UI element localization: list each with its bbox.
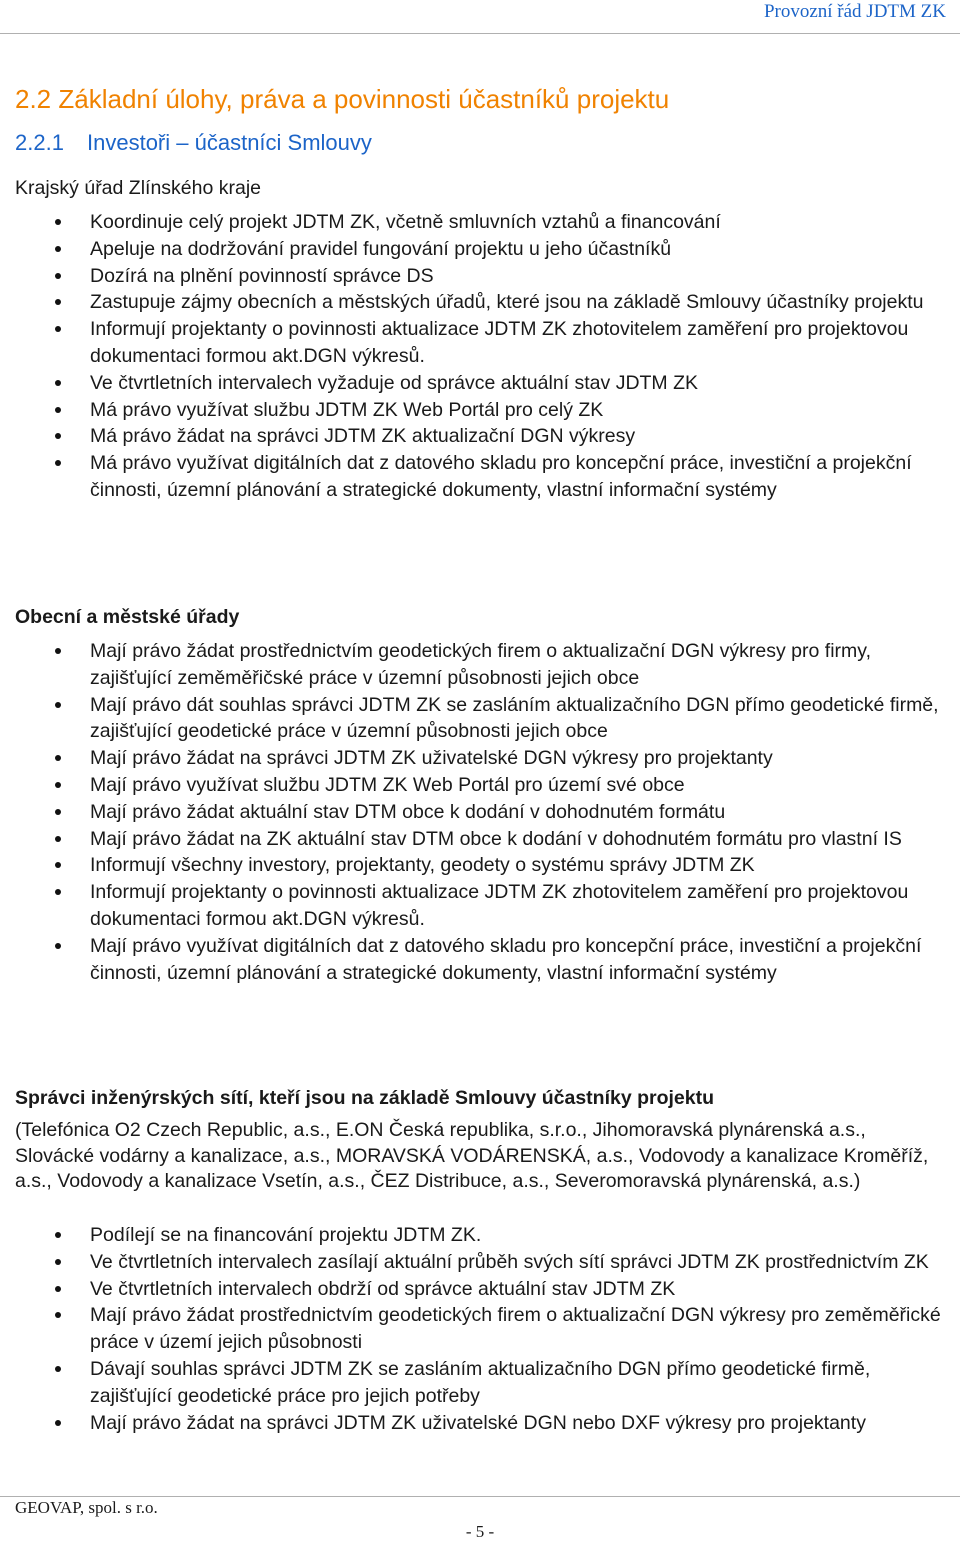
list-item: Zastupuje zájmy obecních a městských úřadů, které jsou na základě Smlouvy účastníky projektu: [0, 289, 945, 316]
section1-list: [0, 209, 945, 504]
list-item: Mají právo žádat prostřednictvím geodetických firem o aktualizační DGN výkresy pro zeměměřické práce v území jejich působnosti: [0, 1302, 945, 1356]
list-item: Ve čtvrtletních intervalech zasílají aktuální průběh svých sítí správci JDTM ZK prostřednictvím ZK: [0, 1249, 945, 1276]
footer-company: GEOVAP, spol. s r.o.: [15, 1498, 158, 1517]
header-rule: [0, 33, 960, 34]
list-item: Mají právo využívat službu JDTM ZK Web Portál pro území své obce: [0, 772, 945, 799]
list-item: Podílejí se na financování projektu JDTM ZK.: [0, 1222, 945, 1249]
list-item: Ve čtvrtletních intervalech vyžaduje od správce aktuální stav JDTM ZK: [0, 370, 945, 397]
subsection-number: 2.2.1: [15, 130, 64, 155]
list-item: Mají právo žádat prostřednictvím geodetických firem o aktualizační DGN výkresy pro firmy, zajišťující zeměměřičské práce v územní působnosti jejich obce: [0, 638, 945, 692]
list-item: Apeluje na dodržování pravidel fungování projektu u jeho účastníků: [0, 236, 945, 263]
list-item: Informují všechny investory, projektanty, geodety o systému správy JDTM ZK: [0, 852, 945, 879]
list-item: Ve čtvrtletních intervalech obdrží od správce aktuální stav JDTM ZK: [0, 1276, 945, 1303]
section3-title: Správci inženýrských sítí, kteří jsou na základě Smlouvy účastníky projektu: [15, 1087, 715, 1109]
list-item: Mají právo žádat na správci JDTM ZK uživatelské DGN výkresy pro projektanty: [0, 745, 945, 772]
section3-list: [0, 1222, 945, 1436]
subsection-title: Investoři – účastníci Smlouvy: [87, 130, 372, 155]
list-item: Mají právo žádat na správci JDTM ZK uživatelské DGN nebo DXF výkresy pro projektanty: [0, 1410, 945, 1437]
list-item: Dávají souhlas správci JDTM ZK se zasláním aktualizačního DGN přímo geodetické firmě, zajišťující geodetické práce pro jejich potřeby: [0, 1356, 945, 1410]
list-item: Mají právo dát souhlas správci JDTM ZK se zasláním aktualizačního DGN přímo geodetické firmě, zajišťující geodetické práce v územní působnosti jejich obce: [0, 692, 945, 746]
list-item: Mají právo žádat aktuální stav DTM obce k dodání v dohodnutém formátu: [0, 799, 945, 826]
list-item: Informují projektanty o povinnosti aktualizace JDTM ZK zhotovitelem zaměření pro projektovou dokumentaci formou akt.DGN výkresů.: [0, 316, 945, 370]
running-header: Provozní řád JDTM ZK: [763, 1, 946, 22]
list-item: Má právo žádat na správci JDTM ZK aktualizační DGN výkresy: [0, 423, 945, 450]
section1-title: Krajský úřad Zlínského kraje: [15, 177, 262, 199]
list-item: Má právo využívat službu JDTM ZK Web Portál pro celý ZK: [0, 397, 945, 424]
section-heading: 2.2 Základní úlohy, práva a povinnosti účastníků projektu: [15, 84, 670, 114]
list-item: Koordinuje celý projekt JDTM ZK, včetně smluvních vztahů a financování: [0, 209, 945, 236]
page-number: - 5 -: [465, 1522, 495, 1541]
list-item: Má právo využívat digitálních dat z datového skladu pro koncepční práce, investiční a projekční činnosti, územní plánování a strategické dokumenty, vlastní informační systémy: [0, 450, 945, 504]
list-item: Informují projektanty o povinnosti aktualizace JDTM ZK zhotovitelem zaměření pro projektovou dokumentaci formou akt.DGN výkresů.: [0, 879, 945, 933]
footer-rule: [0, 1496, 960, 1497]
list-item: Mají právo žádat na ZK aktuální stav DTM obce k dodání v dohodnutém formátu pro vlastní IS: [0, 826, 945, 853]
section3-intro: (Telefónica O2 Czech Republic, a.s., E.ON Česká republika, s.r.o., Jihomoravská plynárenská a.s., Slovácké vodárny a kanalizace, a.s., MORAVSKÁ VODÁRENSKÁ, a.s., Vodovody a kanalizace Kroměříž, a.s., Vodovody a kanalizace Vsetín, a.s., ČEZ Distribuce, a.s., Severomoravská plynárenská, a.s.): [15, 1119, 929, 1192]
subsection-heading: [15, 130, 372, 156]
section2-title: Obecní a městské úřady: [15, 606, 240, 628]
list-item: Dozírá na plnění povinností správce DS: [0, 263, 945, 290]
list-item: Mají právo využívat digitálních dat z datového skladu pro koncepční práce, investiční a projekční činnosti, územní plánování a strategické dokumenty, vlastní informační systémy: [0, 933, 945, 987]
section2-list: [0, 638, 945, 986]
